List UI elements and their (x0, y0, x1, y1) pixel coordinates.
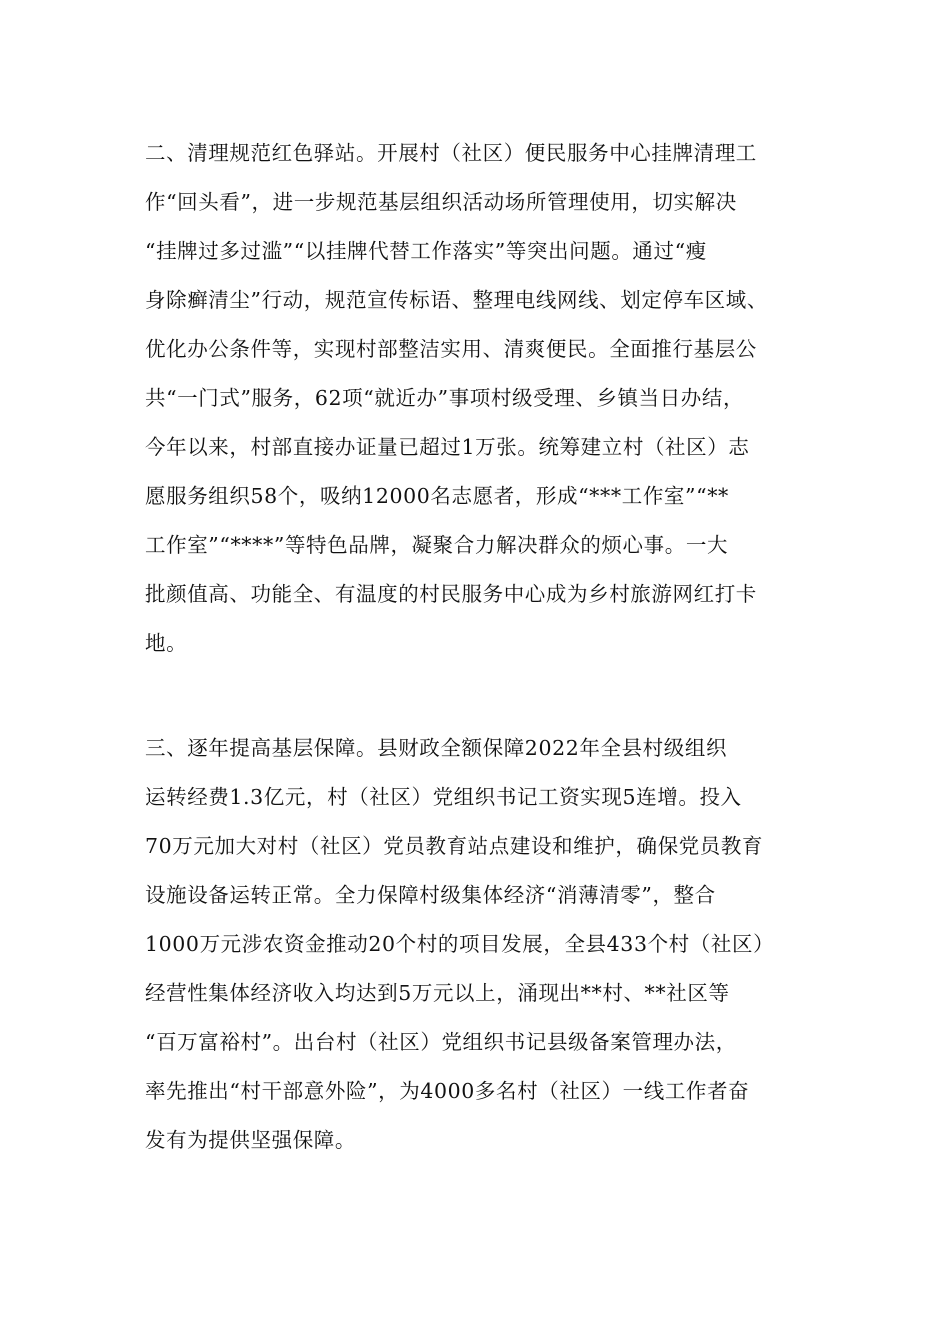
text-line: 优化办公条件等，实现村部整洁实用、清爽便民。全面推行基层公 (145, 337, 757, 361)
text-line: “百万富裕村”。出台村（社区）党组织书记县级备案管理办法， (145, 1030, 737, 1054)
text-line: 1000万元涉农资金推动20个村的项目发展，全县433个村（社区） (145, 932, 775, 956)
text-line: 率先推出“村干部意外险”，为4000多名村（社区）一线工作者奋 (145, 1079, 750, 1103)
text-line: 设施设备运转正常。全力保障村级集体经济“消薄清零”，整合 (145, 883, 716, 907)
text-line: “挂牌过多过滥”“以挂牌代替工作落实”等突出问题。通过“瘦 (145, 239, 707, 263)
text-line: 批颜值高、功能全、有温度的村民服务中心成为乡村旅游网红打卡 (145, 582, 757, 606)
text-line: 三、逐年提高基层保障。县财政全额保障2022年全县村级组织 (145, 736, 728, 760)
text-line: 工作室”“****”等特色品牌，凝聚合力解决群众的烦心事。一大 (145, 533, 729, 557)
text-line: 发有为提供坚强保障。 (145, 1128, 356, 1152)
text-line: 地。 (145, 631, 188, 655)
text-line: 二、清理规范红色驿站。开展村（社区）便民服务中心挂牌清理工 (145, 141, 757, 165)
text-line: 经营性集体经济收入均达到5万元以上，涌现出**村、**社区等 (145, 981, 730, 1005)
text-line: 共“一门式”服务，62项“就近办”事项村级受理、乡镇当日办结， (145, 386, 745, 410)
text-line: 身除癣清尘”行动，规范宣传标语、整理电线网线、划定停车区域、 (145, 288, 768, 312)
text-line: 运转经费1.3亿元，村（社区）党组织书记工资实现5连增。投入 (145, 785, 742, 809)
text-line: 愿服务组织58个，吸纳12000名志愿者，形成“***工作室”“** (145, 484, 729, 508)
text-line: 作“回头看”，进一步规范基层组织活动场所管理使用，切实解决 (145, 190, 737, 214)
text-line: 今年以来，村部直接办证量已超过1万张。统筹建立村（社区）志 (145, 435, 750, 459)
text-line: 70万元加大对村（社区）党员教育站点建设和维护，确保党员教育 (145, 834, 764, 858)
